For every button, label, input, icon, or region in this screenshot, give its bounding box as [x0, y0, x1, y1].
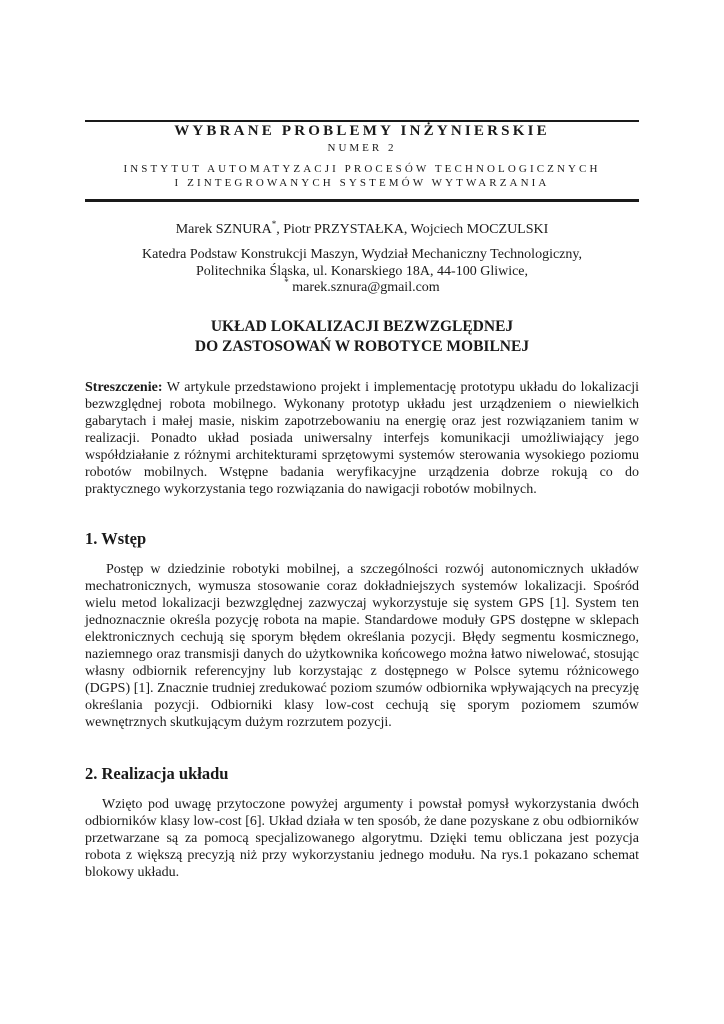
abstract	[85, 379, 639, 498]
header-top-rule	[85, 120, 639, 122]
journal-number: NUMER 2	[327, 142, 397, 154]
journal-series-title: WYBRANE PROBLEMY INŻYNIERSKIE	[174, 123, 550, 139]
abstract-text: W artykule przedstawiono projekt i implementację prototypu układu do lokalizacji bezwzględnej robota mobilnego. Wykonany prototyp układu jest urządzeniem o niewielkich gabarytach i małej masie, niskim zapotrzebowaniu na energię oraz jest rozwiązaniem tanim w realizacji. Ponadto układ posiada uniwersalny interfejs komunikacji umożliwiający jego współdziałanie z różnymi architekturami sprzętowymi systemów sterowania wysokiego poziomu robotów mobilnych. Wstępne badania weryfikacyjne urządzenia dobrze rokują co do praktycznego wykorzystania tego rozwiązania do nawigacji robotów mobilnych.	[85, 380, 639, 497]
institute-line-2: I ZINTEGROWANYCH SYSTEMÓW WYTWARZANIA	[174, 177, 550, 189]
affiliation-line-1: Katedra Podstaw Konstrukcji Maszyn, Wydział Mechaniczny Technologiczny,	[142, 247, 582, 262]
email-line	[85, 277, 639, 296]
author-list	[85, 219, 639, 238]
email-address: marek.sznura@gmail.com	[288, 280, 440, 295]
institute-line-1: INSTYTUT AUTOMATYZACJI PROCESÓW TECHNOLOGICZNYCH	[123, 163, 601, 175]
author-rest: , Piotr PRZYSTAŁKA, Wojciech MOCZULSKI	[276, 222, 549, 237]
author-first: Marek SZNURA	[175, 222, 272, 237]
author-mark: *	[271, 219, 277, 229]
header-bottom-rule	[85, 199, 639, 202]
paper-title-line-1: UKŁAD LOKALIZACJI BEZWZGLĘDNEJ	[210, 318, 514, 335]
section-paragraph-intro: Postęp w dziedzinie robotyki mobilnej, a szczególności rozwój autonomicznych układów mechatronicznych, wymusza stosowanie coraz dokładniejszych systemów lokalizacji. Spośród wielu metod lokalizacji bezwzględnej zazwyczaj wykorzystuje się system GPS [1]. System ten jednoznacznie określa pozycję robota na mapie. Standardowe moduły GPS dostępne w sklepach elektronicznych cechują się sporym błędem określania pozycji. Błędy segmentu kosmicznego, naziemnego oraz transmisji danych do użytkownika końcowego można łatwo niwelować, stosując własny odbiornik referencyjny lub korzystając z dostępnego w Polsce sytemu różnicowego (DGPS) [1]. Znacznie trudniej zredukować poziom szumów odbiornika wpływających na precyzję określania pozycji. Odbiorniki klasy low-cost cechują się sporym poziomem szumów wewnętrznych skutkującym dużym rozrzutem pozycji.	[85, 562, 639, 730]
abstract-label: Streszczenie:	[85, 380, 163, 395]
section-paragraph-implementation: Wzięto pod uwagę przytoczone powyżej argumenty i powstał pomysł wykorzystania dwóch odbiorników klasy low-cost [6]. Układ działa w ten sposób, że dane pozyskane z obu odbiorników przetwarzane są za pomocą specjalizowanego algorytmu. Dzięki temu obliczana jest pozycja robota z większą precyzją niż przy wykorzystaniu jednego modułu. Na rys.1 pokazano schemat blokowy układu.	[85, 797, 639, 880]
email-mark: *	[284, 277, 289, 287]
paper-title-line-2: DO ZASTOSOWAŃ W ROBOTYCE MOBILNEJ	[194, 338, 530, 355]
section-heading-implementation: 2. Realizacja układu	[85, 764, 229, 783]
affiliation-line-2: Politechnika Śląska, ul. Konarskiego 18A, 44-100 Gliwice,	[195, 264, 529, 279]
section-heading-intro: 1. Wstęp	[85, 529, 147, 548]
